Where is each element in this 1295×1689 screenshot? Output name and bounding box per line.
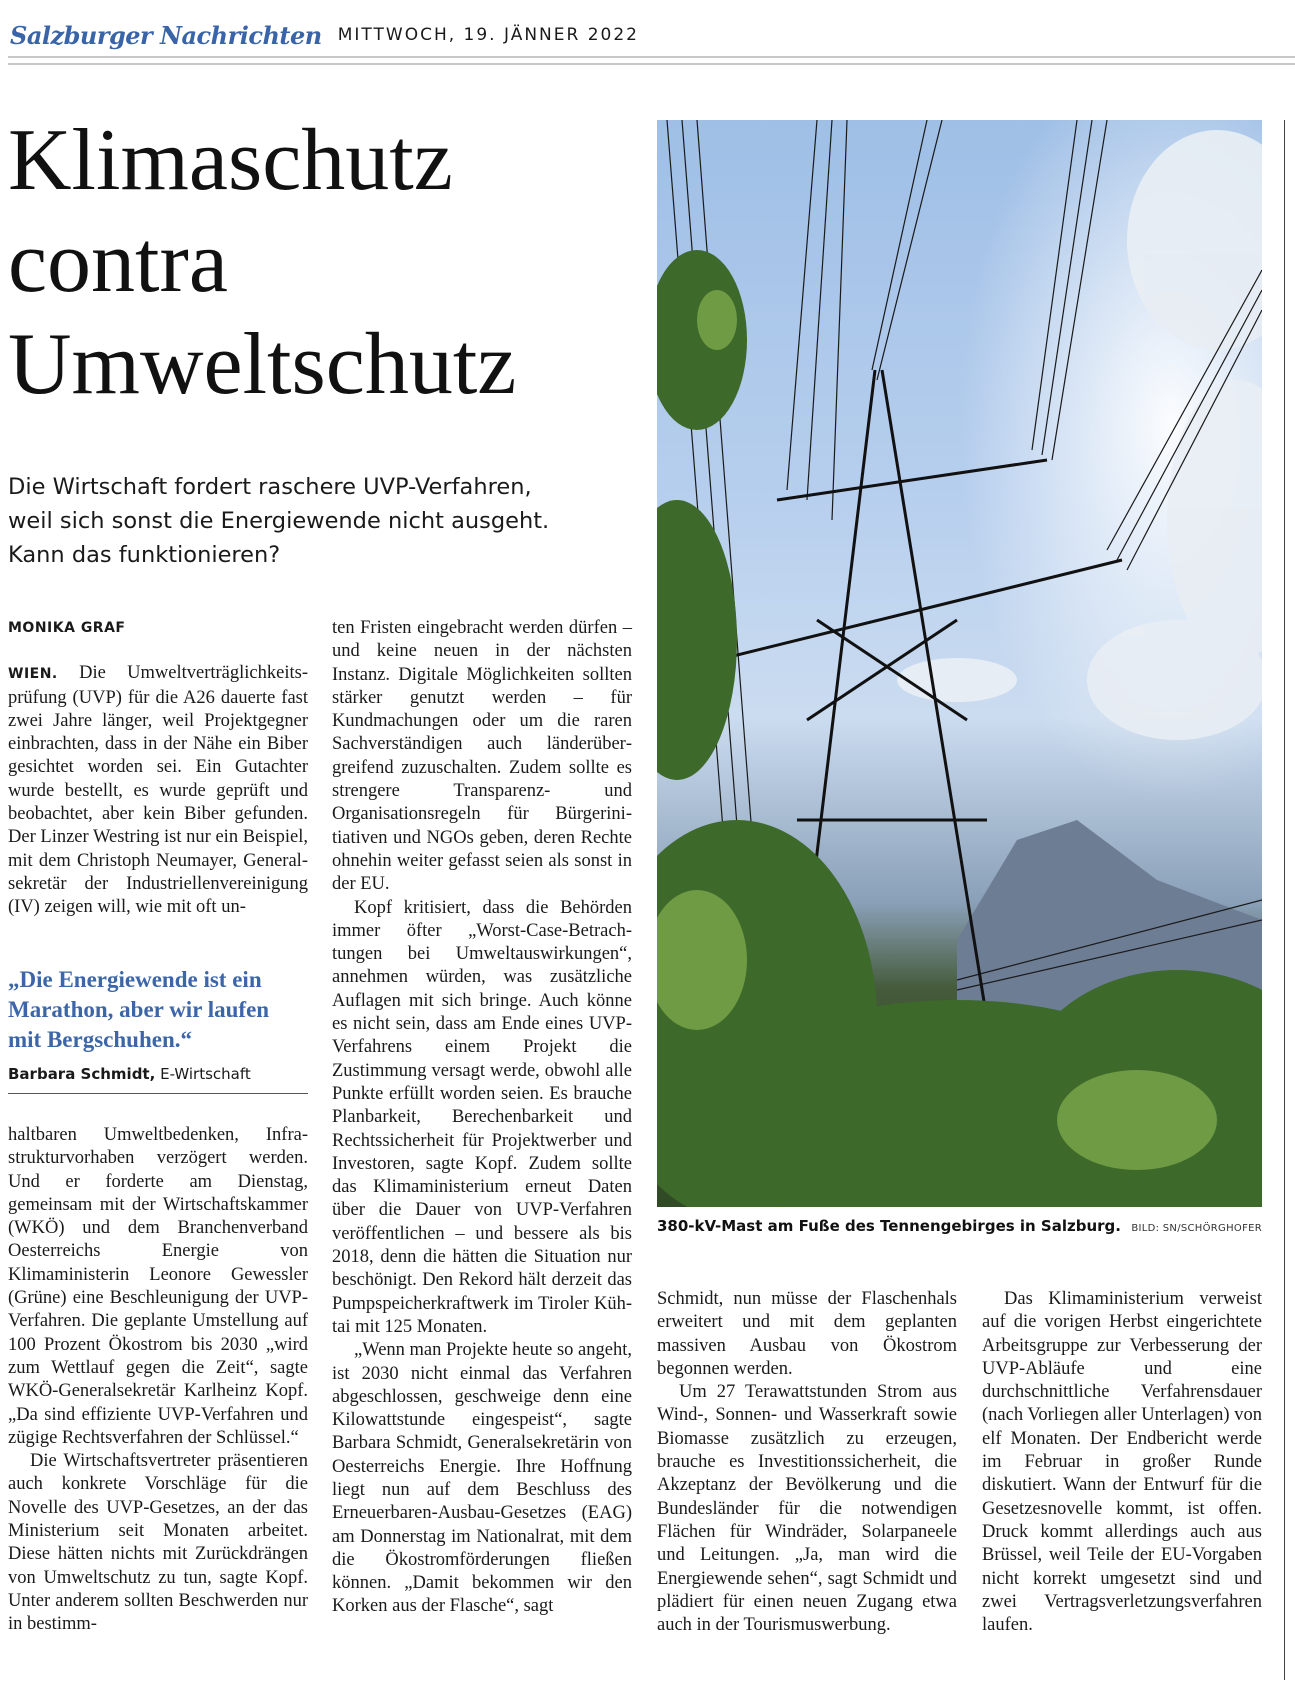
masthead <box>10 18 639 52</box>
body-paragraph: Die Wirtschaftsvertreter präsentieren auch konkrete Vorschläge für die Novelle des UVP-Gesetzes, an der das Ministerium seit Monaten arbeitet. Diese hätten nichts mit Zurückdrängen von Umweltschutz zu tun, sagte Kopf. Unter anderem sollten Beschwerden nur in bestimm- <box>8 1451 308 1635</box>
body-paragraph: Um 27 Terawattstunden Strom aus Wind-, Sonnen- und Wasserkraft sowie Biomasse zusätzlich zu erzeugen, brauche es Investitionssicherheit, die Akzeptanz der Bevölkerung und die Bundesländer für die notwendigen Flächen für Windräder, Solarpaneele und Leitungen. „Ja, man wird die Energiewende sehen“, sagt Schmidt und plädiert für einen neuen Zugang etwa auch in der Tourismuswerbung. <box>657 1382 957 1636</box>
body-paragraph: ten Fristen eingebracht werden dürfen – und keine neuen in der nächsten Instanz. Digitale Möglichkeiten sollten stärker genutzt werden – für Kundmachungen oder um die raren Sachverständigen auch länderübergreifend zuzuschalten. Zudem sollte es strengere Transparenz- und Organisationsregeln für Bürgerinitiativen und NGOs geben, deren Rechte ohnehin weiter gefasst seien als sonst in der EU. <box>332 618 632 895</box>
headline <box>8 110 648 416</box>
dateline: WIEN. <box>8 666 58 683</box>
body-paragraph: Das Klimaministerium verweist auf die vorigen Herbst eingerichtete Arbeitsgruppe zur Verbesserung der UVP-Abläufe und eine durchschnittliche Verfahrensdauer (nach Vorliegen aller Unterlagen) von elf Monaten. Der Endbericht werde im Februar in großer Runde diskutiert. Wann der Entwurf für die Gesetzesnovelle kommt, ist offen. Druck kommt allerdings auch aus Brüssel, weil Teile der EU-Vorgaben nicht korrekt umgesetzt sind und zwei Vertragsverletzungsverfahren laufen. <box>982 1289 1262 1636</box>
headline-line: Klimaschutz <box>8 112 453 209</box>
body-paragraph: haltbaren Umweltbedenken, Infrastrukturvorhaben verzögert werden. Und er forderte am Dienstag, gemeinsam mit der Wirtschaftskammer (WKÖ) und dem Branchenverband Oesterreichs Energie von Klimaministerin Leonore Gewessler (Grüne) eine Beschleunigung der UVP-Verfahren. Die geplante Umstellung auf 100 Prozent Ökostrom bis 2030 „wird zum Wettlauf gegen die Zeit“, sagte WKÖ-Generalsekretär Karlheinz Kopf. „Da sind effiziente UVP-Verfahren und zügige Rechtsverfahren der Schlüssel.“ <box>8 1125 308 1448</box>
caption-text: 380-kV-Mast am Fuße des Tennengebirges in Salzburg. <box>657 1217 1121 1235</box>
photo-credit: BILD: SN/SCHÖRGHOFER <box>1131 1223 1262 1234</box>
header-rule <box>8 63 1295 65</box>
pull-quote-text: „Die Energiewende ist ein Marathon, aber wir laufen mit Bergschuhen.“ <box>8 967 270 1052</box>
page-edge-rule <box>1284 120 1285 1680</box>
subheadline <box>8 470 648 572</box>
column-2 <box>332 617 632 1619</box>
newspaper-logo: Salzburger Nachrichten <box>10 20 322 50</box>
photo-illustration <box>657 120 1262 1207</box>
subheadline-line: Die Wirtschaft fordert raschere UVP-Verfahren, <box>8 474 532 500</box>
headline-line: Umweltschutz <box>8 316 517 413</box>
subheadline-line: weil sich sonst die Energiewende nicht ausgeht. <box>8 508 550 534</box>
column-4 <box>982 1288 1262 1637</box>
column-3 <box>657 1288 957 1637</box>
body-paragraph: „Wenn man Projekte heute so angeht, ist 2030 nicht einmal das Verfahren abgeschlossen, geschweige denn eine Kilowattstunde eingespeist“, sagte Barbara Schmidt, Generalsekretärin von Oesterreichs Energie. Ihre Hoffnung liegt nun auf dem Beschluss des Erneuerbaren-Ausbau-Gesetzes (EAG) am Donnerstag im Nationalrat, mit dem die Ökostromförderungen fließen können. „Damit bekommen wir den Korken aus der Flasche“, sagt <box>332 1340 632 1617</box>
byline: MONIKA GRAF <box>8 620 126 636</box>
headline-line: contra <box>8 214 228 311</box>
body-paragraph <box>8 662 308 919</box>
issue-date: MITTWOCH, 19. JÄNNER 2022 <box>337 25 639 45</box>
column-1-top <box>8 617 308 920</box>
body-text: Die Umweltverträglichkeitsprüfung (UVP) für die A26 dauerte fast zwei Jahre länger, weil Projektgegner einbrachten, dass in der Nähe ein Biber gesichtet worden sei. Ein Gutachter wurde bestellt, es wurde geprüft und beobachtet, aber kein Biber gefunden. Der Linzer Westring ist nur ein Beispiel, mit dem Christoph Neumayer, Generalsekretär der Industriellenvereinigung (IV) zeigen will, wie mit oft un- <box>8 663 308 918</box>
body-paragraph: Schmidt, nun müsse der Flaschenhals erweitert und mit dem geplanten massiven Ausbau von Ökostrom begonnen werden. <box>657 1289 957 1379</box>
pull-quote-attribution <box>8 1065 308 1083</box>
pull-quote-affiliation: E-Wirtschaft <box>160 1065 251 1083</box>
body-paragraph: Kopf kritisiert, dass die Behörden immer öfter „Worst-Case-Betrachtungen bei Umweltauswirkungen“, annehmen würden, was zusätzliche Auflagen mit sich bringe. Auch könne es nicht sein, dass am Ende eines UVP-Verfahrens einem Projekt die Zustimmung versagt werde, obwohl alle Punkte erfüllt worden seien. Es brauche Planbarkeit, Berechenbarkeit und Rechtssicherheit für Projektwerber und Investoren, sagte Kopf. Zudem sollte das Klimaministerium erneut Daten über die Dauer von UVP-Verfahren veröffentlichen – und bessere als bis 2018, denn die hätten die Situation nur beschönigt. Den Rekord hält derzeit das Pumpspeicherkraftwerk im Tiroler Kühtai mit 125 Monaten. <box>332 897 632 1337</box>
header-rule <box>8 56 1295 58</box>
power-pylon-photo <box>657 120 1262 1207</box>
column-1-bottom <box>8 1124 308 1637</box>
pull-quote <box>8 965 308 1094</box>
pull-quote-author: Barbara Schmidt, <box>8 1065 156 1083</box>
subheadline-line: Kann das funktionieren? <box>8 542 281 568</box>
photo-caption <box>657 1217 1262 1235</box>
